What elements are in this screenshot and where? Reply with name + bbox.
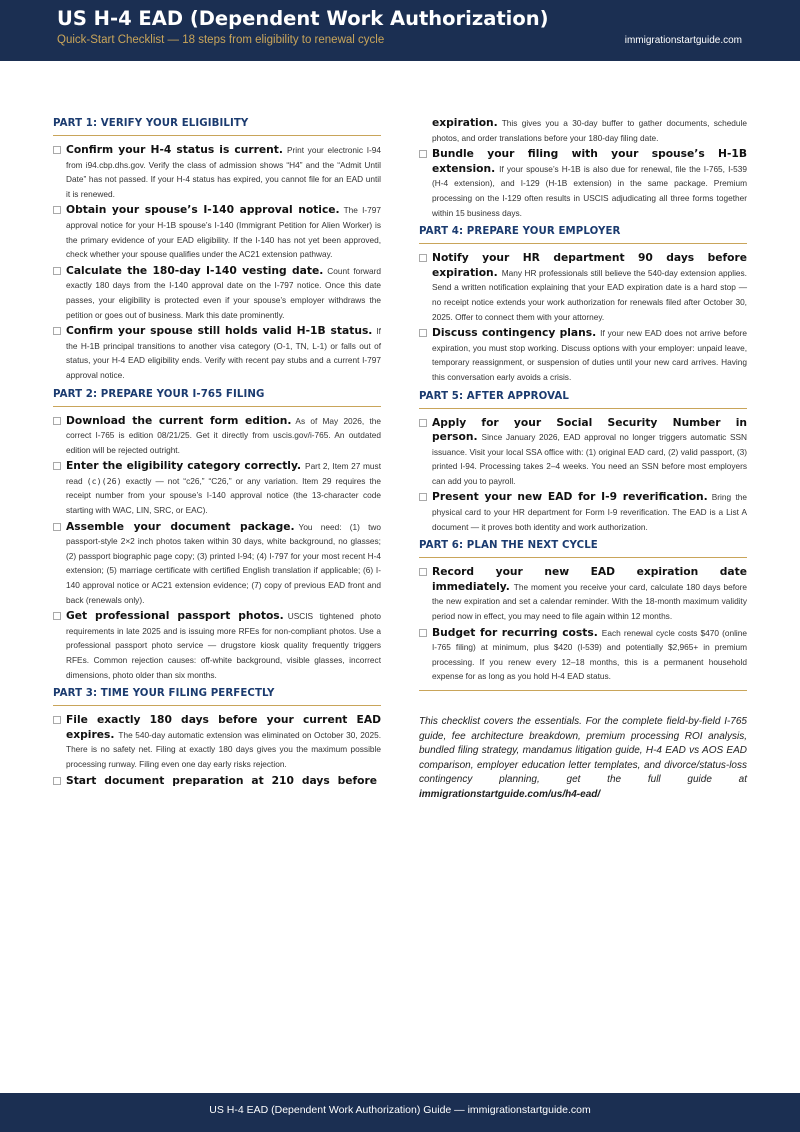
checklist-item (53, 459, 381, 517)
item-body: The 540-day automatic extension was eliminated on October 30, 2025. There is no safety net. Filing at exactly 180 days gives you the maximum possible processing runway. Filing even one day early risks rejection. (66, 729, 381, 769)
checkbox[interactable] (53, 327, 61, 335)
checklist-item (53, 713, 381, 771)
checklist-item (53, 609, 381, 682)
item-body: As of May 2026, the correct I-765 is edition 08/21/25. Get it directly from uscis.gov/i-765. An outdated edition will be rejected outright. (66, 415, 381, 455)
checklist-item (53, 520, 381, 608)
section-divider (419, 690, 747, 691)
part-4 (419, 226, 747, 384)
category-code: (c)(26) (86, 475, 122, 486)
part-1-title: PART 1: VERIFY YOUR ELIGIBILITY (53, 118, 381, 136)
part-2 (53, 389, 381, 683)
checkbox[interactable] (53, 206, 61, 214)
checkbox[interactable] (53, 716, 61, 724)
checklist-item (53, 774, 381, 789)
promo-paragraph (419, 715, 747, 802)
checklist-item (419, 490, 747, 534)
item-body: The I-797 approval notice for your H-1B spouse’s I-140 (Immigrant Petition for Alien Worker) is the primary evidence of your EAD eligibility. If the I-140 has not yet been approved, check whether your spouse qualifies under the AC21 extension pathway. (66, 205, 382, 260)
item-lead: Download the current form edition. (66, 413, 292, 427)
item-lead: Obtain your spouse’s I-140 approval notice. (66, 203, 340, 217)
item-lead: File exactly 180 days before your current EAD expires. (66, 713, 381, 741)
item-body: You need: (1) two passport-style 2×2 inch photos taken within 30 days, white background, no glasses; (2) passport biographic page copy; (3) printed I-94; (4) I-797 for your most recent H-4 extension; (5) marriage certificate with certified English translation if applicable; (6) I-140 approval notice or AC21 extension evidence; (7) copy of previous EAD front and back (renewals only). (66, 521, 382, 605)
item-lead: Start document preparation at 210 days before (66, 773, 377, 787)
checklist-item-continued (419, 116, 747, 145)
item-body: Count forward exactly 180 days from the I-140 approval date on the I-797 notice. Once this date passes, your eligibility is protected even if your spouse’s employer withdraws the petition or goes out of business. Mark this date prominently. (66, 265, 381, 320)
checkbox[interactable] (419, 419, 427, 427)
page-subtitle: Quick-Start Checklist — 18 steps from eligibility to renewal cycle (57, 34, 385, 46)
checkbox[interactable] (419, 150, 427, 158)
promo-text: This checklist covers the essentials. For the complete field-by-field I-765 guide, fee architecture breakdown, premium processing ROI analysis, bundled filing strategy, mandamus litigation guide, H-4 EAD vs AOS EAD comparison, employer education letter templates, and divorce/status-loss contingency planning, get the full guide at (419, 716, 747, 785)
checkbox[interactable] (53, 146, 61, 154)
checklist-item (53, 143, 381, 201)
item-lead: Notify your HR department 90 days before expiration. (432, 251, 747, 279)
checkbox[interactable] (419, 493, 427, 501)
footer-text: US H-4 EAD (Dependent Work Authorization) Guide — immigrationstartguide.com (209, 1104, 591, 1116)
checklist-item (419, 251, 747, 324)
checkbox[interactable] (419, 568, 427, 576)
left-column (53, 118, 381, 790)
checklist-item (419, 565, 747, 623)
item-lead: Confirm your spouse still holds valid H-1B status. (66, 324, 373, 338)
part-4-title: PART 4: PREPARE YOUR EMPLOYER (419, 226, 747, 244)
item-body: The moment you receive your card, calculate 180 days before the new expiration and set a calendar reminder. With the 18-month maximum validity period now in effect, you may need to file again within 12 months. (432, 581, 747, 622)
page-title: US H-4 EAD (Dependent Work Authorization) (57, 7, 549, 30)
item-body: exactly — not “c26,” “C26,” or any variation. Item 29 requires the receipt number from your spouse’s I-140 approval notice (the 13-character code starting with WAC, LIN, SRC, or EAC). (66, 475, 381, 516)
right-column (419, 116, 747, 686)
checkbox[interactable] (419, 329, 427, 337)
checklist-item (53, 324, 381, 382)
item-lead: Bundle your filing with your spouse’s H-1B extension. (432, 147, 747, 175)
item-body: If the H-1B principal transitions to another visa category (O-1, TN, L-1) or falls out of status, your H-4 EAD eligibility ends. Verify with recent pay stubs and a current I-797 approval notice. (66, 326, 381, 380)
item-body: If your spouse’s H-1B is also due for renewal, file the I-765, I-539 (H-4 extension), and I-129 (H-1B extension) in the same package. Premium processing on the I-129 often results in USCIS adjudicating all three forms together within 15 business days. (432, 163, 747, 218)
item-body: Since January 2026, EAD approval no longer triggers automatic SSN issuance. Visit your local SSA office with: (1) original EAD card, (2) valid passport, (3) printed I-94. Processing takes 2–4 weeks. You need an SSN before most employers can add you to payroll. (432, 432, 747, 486)
item-lead: Calculate the 180-day I-140 vesting date. (66, 263, 324, 277)
item-lead: Enter the eligibility category correctly. (66, 459, 302, 473)
checklist-item (53, 203, 381, 261)
checkbox[interactable] (53, 523, 61, 531)
checklist-item (419, 326, 747, 384)
part-1 (53, 118, 381, 383)
checkbox[interactable] (53, 267, 61, 275)
part-3 (53, 688, 381, 788)
checkbox[interactable] (419, 629, 427, 637)
item-lead: Present your new EAD for I-9 reverification. (432, 490, 708, 504)
item-lead: Discuss contingency plans. (432, 326, 597, 340)
item-body: USCIS tightened photo requirements in late 2025 and is issuing more RFEs for non-compliant photos. Use a professional passport photo service — drugstore kiosk quality frequently triggers RFEs. Common rejection causes: off-white background, visible glasses, incorrect dimensions, photo older than six months. (66, 611, 381, 680)
part-6-title: PART 6: PLAN THE NEXT CYCLE (419, 540, 747, 558)
checkbox[interactable] (53, 777, 61, 785)
checklist-item (419, 416, 747, 489)
part-5 (419, 391, 747, 535)
checkbox[interactable] (419, 254, 427, 262)
item-lead: Confirm your H-4 status is current. (66, 143, 283, 156)
checkbox[interactable] (53, 462, 61, 470)
checklist-item (53, 414, 381, 458)
part-6 (419, 540, 747, 684)
item-lead: Budget for recurring costs. (432, 625, 598, 639)
checklist-item (53, 264, 381, 322)
item-body: Many HR professionals still believe the 540-day extension applies. Send a written notification explaining that your EAD expiration date is a hard stop — no receipt notice extends your work authorization for renewals filed after October 30, 2025. Offer to connect them with your attorney. (432, 267, 747, 322)
page-footer (0, 1093, 800, 1132)
item-body: Print your electronic I-94 from i94.cbp.dhs.gov. Verify the class of admission shows “H4” and the “Admit Until Date” has not passed. If your H-4 status has expired, you cannot file for an EAD until it is renewed. (66, 145, 382, 199)
item-lead: Record your new EAD expiration date immediately. (432, 565, 747, 593)
checklist-item (419, 147, 747, 220)
checklist-item (419, 626, 747, 684)
part-2-title: PART 2: PREPARE YOUR I-765 FILING (53, 389, 381, 407)
item-body: Bring the physical card to your HR department for Form I-9 reverification. The EAD is a List A document — it proves both identity and work authorization. (432, 492, 747, 532)
item-body: If your new EAD does not arrive before expiration, you must stop working. Discuss options with your employer: unpaid leave, temporary reassignment, or suspension of duties until your new card arrives. Having this conversation early avoids a crisis. (432, 328, 747, 382)
checkbox[interactable] (53, 417, 61, 425)
part-5-title: PART 5: AFTER APPROVAL (419, 391, 747, 409)
page-header (0, 0, 800, 61)
item-lead: Get professional passport photos. (66, 609, 284, 623)
checkbox[interactable] (53, 612, 61, 620)
item-lead: Assemble your document package. (66, 519, 295, 533)
full-guide-link[interactable]: immigrationstartguide.com/us/h4-ead/ (419, 788, 601, 800)
item-lead: Apply for your Social Security Number in person. (432, 415, 747, 444)
item-lead: expiration. (432, 116, 498, 129)
item-body-pre: Part 2, Item 27 must read (66, 461, 382, 486)
item-body: This gives you a 30-day buffer to gather documents, schedule photos, and order translations before your 180-day filing date. (432, 118, 747, 143)
part-3-title: PART 3: TIME YOUR FILING PERFECTLY (53, 688, 381, 706)
header-site-link[interactable]: immigrationstartguide.com (624, 35, 742, 46)
item-body: Each renewal cycle costs $470 (online I-765 filing) at minimum, plus $420 (I-539) and potentially $2,965+ in premium processing. If you renew every 12–18 months, this is a permanent household expense for as long as you hold H-4 EAD status. (432, 627, 748, 682)
